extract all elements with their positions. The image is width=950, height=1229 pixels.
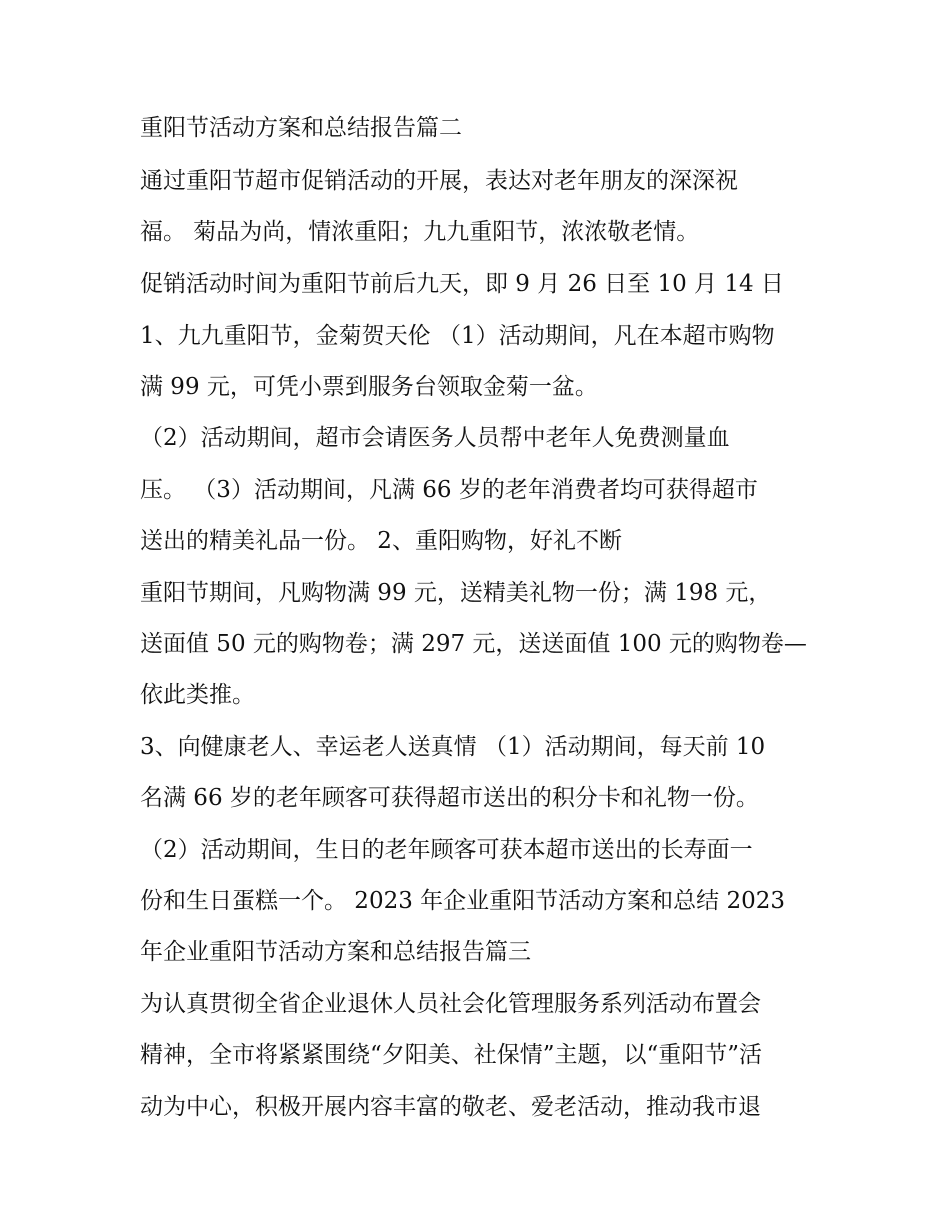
text-line: 3、向健康老人、幸运老人送真情 （1）活动期间，每天前 10 <box>140 734 766 760</box>
text-line: 满 99 元，可凭小票到服务台领取金菊一盆。 <box>140 374 598 400</box>
text-line: 1、九九重阳节，金菊贺天伦 （1）活动期间，凡在本超市购物 <box>140 323 775 349</box>
text-line: （2）活动期间，生日的老年顾客可获本超市送出的长寿面一 <box>140 837 753 863</box>
text-line: 名满 66 岁的老年顾客可获得超市送出的积分卡和礼物一份。 <box>140 785 759 811</box>
section-heading: 年企业重阳节活动方案和总结报告篇三 <box>140 939 531 965</box>
text-line: 福。 菊品为尚，情浓重阳；九九重阳节，浓浓敬老情。 <box>140 219 700 245</box>
text-line: 促销活动时间为重阳节前后九天，即 9 月 26 日至 10 月 14 日 <box>140 271 784 297</box>
text-line: 通过重阳节超市促销活动的开展，表达对老年朋友的深深祝 <box>140 168 738 194</box>
text-line: 送面值 50 元的购物卷；满 297 元，送送面值 100 元的购物卷— <box>140 631 807 657</box>
section-heading: 重阳节活动方案和总结报告篇二 <box>140 115 462 141</box>
text-line: 动为中心，积极开展内容丰富的敬老、爱老活动，推动我市退 <box>140 1094 761 1120</box>
text-line: 送出的精美礼品一份。 2、重阳购物，好礼不断 <box>140 528 622 554</box>
text-line: 依此类推。 <box>140 682 255 708</box>
text-line: 压。 （3）活动期间，凡满 66 岁的老年消费者均可获得超市 <box>140 477 758 503</box>
text-line: 为认真贯彻全省企业退休人员社会化管理服务系列活动布置会 <box>140 991 761 1017</box>
text-line: （2）活动期间，超市会请医务人员帮中老年人免费测量血 <box>140 425 730 451</box>
text-line: 份和生日蛋糕一个。 2023 年企业重阳节活动方案和总结 2023 <box>140 888 785 914</box>
text-line: 精神，全市将紧紧围绕“夕阳美、社保情”主题，以“重阳节”活 <box>140 1042 763 1068</box>
text-line: 重阳节期间，凡购物满 99 元，送精美礼物一份；满 198 元， <box>140 580 772 606</box>
